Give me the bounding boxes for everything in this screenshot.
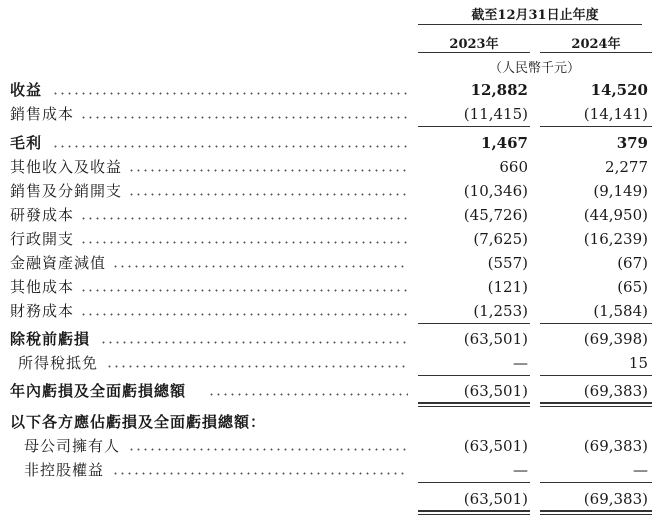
total-double-rule: [540, 402, 652, 404]
subtotal-rule: [418, 323, 530, 324]
leader-dots: [80, 116, 408, 119]
total-double-rule: [540, 514, 652, 515]
row-label: 金融資產減值: [10, 254, 107, 272]
value-2023: (63,501): [463, 490, 528, 508]
value-2023: (63,501): [463, 437, 528, 455]
value-2024: (14,141): [583, 105, 648, 123]
total-double-rule: [418, 510, 530, 512]
value-2023: (63,501): [463, 330, 528, 348]
subtotal-rule: [418, 375, 530, 376]
value-2024: (67): [617, 254, 648, 272]
row-label: 毛利: [10, 134, 43, 152]
subtotal-rule: [418, 126, 530, 127]
leader-dots: [80, 217, 408, 220]
subtotal-rule: [540, 482, 652, 483]
subtotal-rule: [540, 126, 652, 127]
value-2023: (45,726): [463, 206, 528, 224]
value-2023: (10,346): [463, 182, 528, 200]
table-row: [0, 436, 660, 460]
value-2024: 2,277: [605, 158, 648, 176]
row-label: 銷售成本: [10, 105, 75, 123]
table-row: [0, 104, 660, 128]
row-label: 非控股權益: [24, 461, 105, 479]
table-row: [0, 301, 660, 325]
row-label: 收益: [10, 81, 43, 99]
leader-dots: [80, 313, 408, 316]
value-2024: 379: [616, 134, 648, 152]
value-2023: (63,501): [463, 382, 528, 400]
column-rule-2023: [418, 52, 530, 53]
value-2023: (11,415): [463, 105, 528, 123]
table-row: [0, 181, 660, 205]
table-row: [0, 277, 660, 301]
table-row: [0, 157, 660, 181]
leader-dots: [52, 145, 408, 148]
value-2024: (69,383): [583, 437, 648, 455]
leader-dots: [112, 472, 408, 475]
leader-dots: [80, 289, 408, 292]
attribution-heading: 以下各方應佔虧損及全面虧損總額：: [10, 413, 267, 431]
total-double-rule: [418, 406, 530, 407]
leader-dots: [100, 341, 408, 344]
table-row: [0, 329, 660, 353]
total-double-rule: [540, 406, 652, 407]
value-2023: (7,625): [473, 230, 528, 248]
row-label: 年內虧損及全面虧損總額: [10, 382, 187, 400]
value-2023: (1,253): [473, 302, 528, 320]
row-label: 除稅前虧損: [10, 330, 91, 348]
leader-dots: [112, 265, 408, 268]
leader-dots: [128, 448, 408, 451]
value-2024: 14,520: [590, 81, 648, 99]
leader-dots: [52, 92, 408, 95]
value-2024: (16,239): [583, 230, 648, 248]
row-label: 行政開支: [10, 230, 75, 248]
period-header: 截至12月31日止年度: [471, 8, 599, 23]
total-double-rule: [418, 402, 530, 404]
subtotal-rule: [540, 375, 652, 376]
value-2023: 1,467: [481, 134, 528, 152]
value-2024: 15: [628, 354, 648, 372]
subtotal-rule: [540, 323, 652, 324]
column-header-2024: 2024年: [571, 37, 621, 52]
subtotal-rule: [418, 482, 530, 483]
value-2024: (65): [617, 278, 648, 296]
column-rule-2024: [540, 52, 652, 53]
total-double-rule: [540, 510, 652, 512]
table-row: [0, 205, 660, 229]
table-row: [0, 133, 660, 157]
row-label: 所得稅抵免: [18, 354, 99, 372]
value-2024: (69,383): [583, 490, 648, 508]
leader-dots: [106, 365, 408, 368]
attribution-heading-row: [0, 412, 660, 436]
row-label: 研發成本: [10, 206, 75, 224]
leader-dots: [128, 169, 408, 172]
header-rule: [418, 24, 642, 25]
leader-dots: [80, 241, 408, 244]
table-row: [0, 253, 660, 277]
value-2023: 660: [499, 158, 528, 176]
table-row: [0, 229, 660, 253]
value-2023: (121): [487, 278, 528, 296]
value-2024: (69,383): [583, 382, 648, 400]
row-label: 銷售及分銷開支: [10, 182, 123, 200]
value-2024: (69,398): [583, 330, 648, 348]
leader-dots: [128, 193, 408, 196]
value-2023: 12,882: [470, 81, 528, 99]
value-2023: —: [513, 461, 528, 479]
leader-dots: [208, 393, 408, 396]
value-2023: (557): [487, 254, 528, 272]
column-header-2023: 2023年: [449, 37, 499, 52]
value-2024: (9,149): [593, 182, 648, 200]
row-label: 財務成本: [10, 302, 75, 320]
value-2024: —: [633, 461, 648, 479]
unit-label: （人民幣千元）: [488, 61, 580, 76]
table-row: [0, 460, 660, 484]
value-2024: (44,950): [583, 206, 648, 224]
value-2023: —: [513, 354, 528, 372]
total-double-rule: [418, 514, 530, 515]
row-label: 母公司擁有人: [24, 437, 121, 455]
value-2024: (1,584): [593, 302, 648, 320]
table-row: [0, 80, 660, 104]
row-label: 其他收入及收益: [10, 158, 123, 176]
table-row: [0, 353, 660, 377]
row-label: 其他成本: [10, 278, 75, 296]
